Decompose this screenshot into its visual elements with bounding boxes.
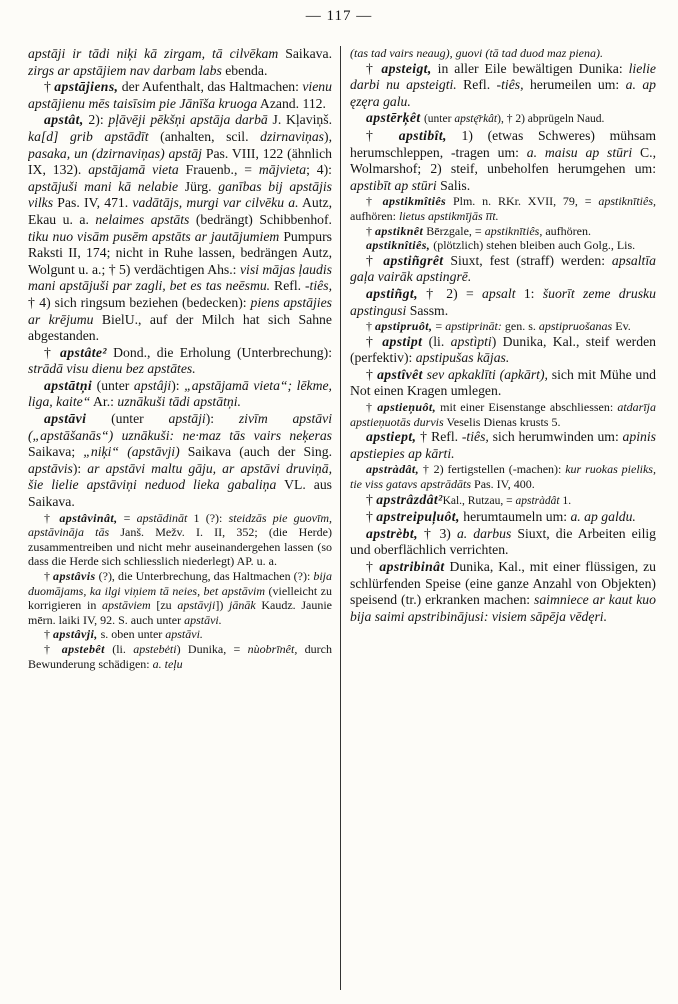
dictionary-entry: † apstieņuôt, mit einer Eisenstange abschliessen: atdarīja apstieņuotās durvis Veselis Dienas krusts 5. xyxy=(350,400,656,429)
dictionary-entry: (tas tad vairs neaug), guovi (tā tad duod maz piena). xyxy=(350,46,603,60)
dictionary-entry: † apstiñgrêt Siuxt, fest (straff) werden: apsaltīa gaļa vairāk apstingrē. xyxy=(350,252,656,285)
dictionary-entry: apstāji ir tādi niķi kā zirgam, tā cilvēkam Saikava. zirgs ar apstājiem nav darbam labs ebenda. xyxy=(28,46,332,78)
dictionary-entry: apstāvi (unter apstāji): zivīm apstāvi („apstāšanās“) uznākuši: ne·maz tās vairs neķeras Saikava; „niķi“ (apstāvji) Saikava (auch der Sing. apstāvis): ar apstāvi maltu gāju, ar apstāvi druviņā, šie lielie apstāviņi neduod lieka gabaliņa VL. aus Saikava. xyxy=(28,411,332,510)
column-divider xyxy=(340,46,341,990)
right-column xyxy=(350,46,656,996)
dictionary-entry: † apstipruôt, = apstiprināt: gen. s. apstipruošanas Ev. xyxy=(366,319,631,334)
dictionary-entry: apstrèbt, † 3) a. darbus Siuxt, die Arbeiten eilig und oberflächlich verrichten. xyxy=(350,525,656,558)
dictionary-entry: apstràdât, † 2) fertigstellen (-machen): kur ruokas pieliks, tie viss gatavs apstrādāts Pas. IV, 400. xyxy=(350,462,656,492)
dictionary-entry: † apstîvêt sev apkaklīti (apkārt), sich mit Mühe und Not einen Kragen umlegen. xyxy=(350,366,656,399)
dictionary-entry: † apstibît, 1) (etwas Schweres) mühsam herumschleppen, -tragen um: a. maisu ap stūri C., Wolmarshof; 2) steif, unbeholfen herumgehen um: apstibīt ap stūri Salis. xyxy=(350,127,656,193)
dictionary-entry: † apstipt (li. apstìpti) Dunika, Kal., steif werden (perfektiv): apstipušas kājas. xyxy=(350,333,656,366)
dictionary-entry: apstât, 2): pļāvēji pēkšņi apstāja darbā J. Kļaviņš. ka[d] grib apstādīt (anhalten, scil. dzirnaviņas), pasaka, un (dzirnaviņas) apstāj Pas. VIII, 122 (ähnlich IX, 132). apstājamā vieta Frauenb., = mājvieta; 4): apstājuši mani kā nelabie Jürg. ganības bij apstājis vilks Pas. IV, 471. vadātājs, murgi var cilvēku a. Autz, Ekau u. a. nelaimes apstāts (bedrängt) Schibbenhof. tiku nuo visām pusēm apstāts ar jautājumiem Pumpurs Raksti II, 174; nicht in Ruhe lassen, bedrängen Autz, Wolgunt u. a.; † 5) verdächtigen Ahs.: visi mājas ļaudis mani apstājuši par zagli, bet es tas neēsmu. Refl. -tiês, † 4) sich ringsum beziehen (bedecken): piens apstājies ar krējumu BielU., auf der Milch hat sich Sahne abgestanden. xyxy=(28,112,332,344)
dictionary-entry: † apstâvji, s. oben unter apstāvi. xyxy=(44,627,203,642)
page-number: — 117 — xyxy=(305,8,373,24)
dictionary-entry: † apstâvis (?), die Unterbrechung, das Haltmachen (?): bija duomājams, ka ilgi viņiem tā neies, bet apstāvim (vielleicht zu korrigieren in apstāviem [zu apstāvji]) jānāk Kaudz. Jaunie mērn. laiki IV, 92. S. auch unter apstāvi. xyxy=(28,569,332,627)
dictionary-entry: † apstrâzdât²Kal., Rutzau, = apstràdât 1. xyxy=(366,491,572,507)
dictionary-entry: apstiknîtiês, (plötzlich) stehen bleiben auch Golg., Lis. xyxy=(366,238,636,253)
left-column xyxy=(28,46,332,996)
dictionary-entry: † apstâte² Dond., die Erholung (Unterbrechung): strādā visu dienu bez apstātes. xyxy=(28,344,332,377)
dictionary-entry: † apstebêt (li. apstebėti) Dunika, = nùobrīnêt, durch Bewunderung schädigen: a. teļu xyxy=(28,641,332,671)
dictionary-entry: apstātņi (unter apstâji): „apstājamā vieta“; lēkme, liga, kaite“ Ar.: uznākuši tādi apstātņi. xyxy=(28,377,332,410)
dictionary-entry: † apstreipuļuôt, herumtaumeln um: a. ap galdu. xyxy=(366,509,636,525)
dictionary-entry: † apsteigt, in aller Eile bewältigen Dunika: lielie darbi nu apsteigti. Refl. -tiês, herumeilen um: a. ap ęzęra galu. xyxy=(350,60,656,109)
dictionary-entry: † apstiknêt Bērzgale, = apstiknītiês, aufhören. xyxy=(366,223,592,238)
dictionary-entry: † apstikmîtiês Plm. n. RKr. XVII, 79, = apstiknītiês, aufhören: lietus apstikmījās īīt. xyxy=(350,194,656,223)
dictionary-entry: † apstâvinât, = apstādināt 1 (?): steidzās pie guovīm, apstāvināja tās Janš. Mežv. I. II, 352; (die Herde) zusammentreiben und nicht mehr auseinandergehen lassen (so dass die Herde sich schliesslich niederlegt) AP. u. a. xyxy=(28,510,332,569)
dictionary-entry: apstiept, † Refl. -tiês, sich herumwinden um: apinis apstiepies ap kārti. xyxy=(350,429,656,461)
dictionary-entry: apstiñgt, † 2) = apsalt 1: šuorīt zeme drusku apstingusi Sassm. xyxy=(350,285,656,318)
dictionary-entry: † apstājiens, der Aufenthalt, das Haltmachen: vienu apstājienu mēs taisīsim pie Jānīša kruoga Azand. 112. xyxy=(28,79,332,111)
dictionary-entry: † apstribinât Dunika, Kal., mit einer flüssigen, zu schlürfenden Speise (eine ganze Anzahl von Objekten) speisend (tr.) erkranken machen: saimniece ar kaut kuo bija saimi apstribinājusi: visiem sāpēja vēdęri. xyxy=(350,559,656,624)
dictionary-entry: apstērķêt (unter apstę̄rkât), † 2) abprügeln Naud. xyxy=(366,110,605,126)
